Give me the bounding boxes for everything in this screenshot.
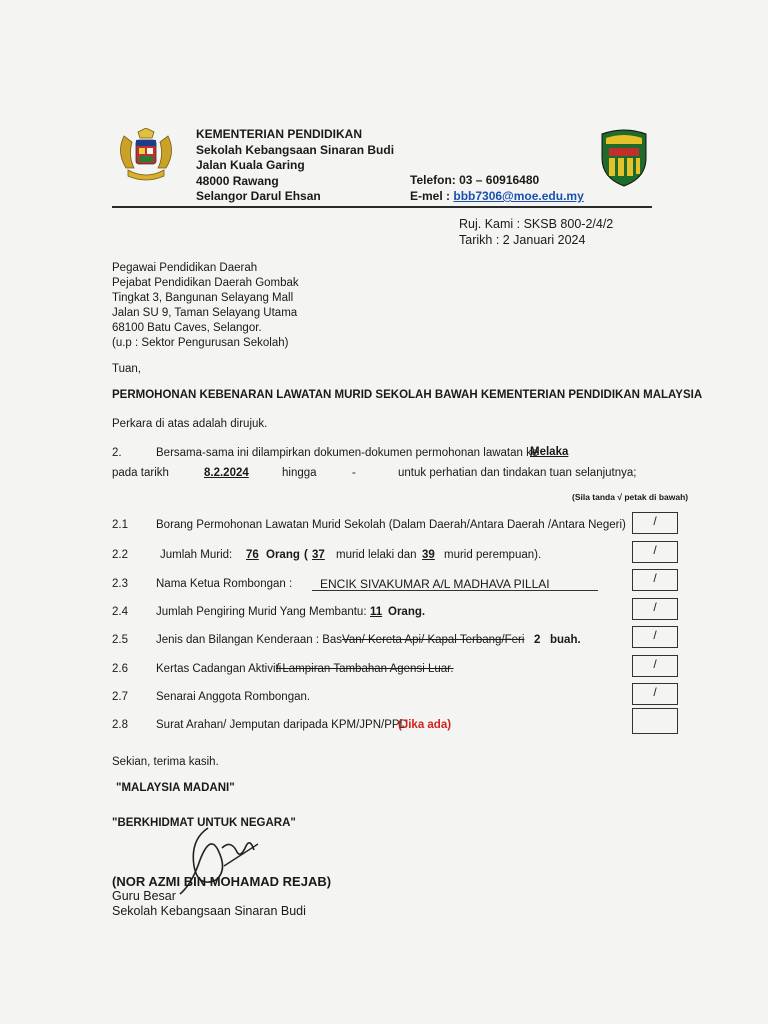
start-date-value: 8.2.2024 (204, 467, 249, 479)
vehicle-count-unit: buah. (550, 634, 581, 646)
recipient-line-5: 68100 Batu Caves, Selangor. (112, 322, 262, 334)
item-2-7-number: 2.7 (112, 691, 128, 703)
salutation: Tuan, (112, 363, 141, 375)
para-text: Bersama-sama ini dilampirkan dokumen-dokumen permohonan lawatan ke (156, 447, 539, 459)
recipient-line-1: Pegawai Pendidikan Daerah (112, 262, 258, 274)
item-2-2-checkbox[interactable] (632, 541, 678, 563)
letter-subject: PERMOHONAN KEBENARAN LAWATAN MURID SEKOLAH BAWAH KEMENTERIAN PENDIDIKAN MALAYSIA (112, 389, 703, 401)
item-2-2-number: 2.2 (112, 549, 128, 561)
phone-number: Telefon: 03 – 60916480 (410, 173, 540, 187)
item-2-8-label: Surat Arahan/ Jemputan daripada KPM/JPN/PPD. (156, 719, 412, 731)
signatory-school: Sekolah Kebangsaan Sinaran Budi (112, 904, 306, 918)
item-2-5-number: 2.5 (112, 634, 128, 646)
item-2-7-label: Senarai Anggota Rombongan. (156, 691, 311, 703)
item-2-3-checkbox[interactable] (632, 569, 678, 591)
item-2-1-label: Borang Permohonan Lawatan Murid Sekolah (Dalam Daerah/Antara Daerah /Antara Negeri) (156, 519, 626, 531)
item-2-4-tick: / (653, 600, 657, 614)
escort-count-unit: Orang. (388, 606, 426, 618)
tick-instruction: (Sila tanda √ petak di bawah) (572, 492, 689, 502)
item-2-8-checkbox[interactable] (632, 708, 678, 734)
item-2-2-tick: / (653, 543, 657, 557)
address-line-2: 48000 Rawang (196, 174, 279, 188)
item-2-3-tick: / (653, 571, 657, 585)
closing-text: Sekian, terima kasih. (112, 756, 219, 768)
recipient-line-2: Pejabat Pendidikan Daerah Gombak (112, 277, 299, 289)
item-2-1-tick: / (653, 514, 657, 528)
para-tail: untuk perhatian dan tindakan tuan selanjutnya; (398, 467, 637, 479)
struck-attachment-option: / Lampiran Tambahan Agensi Luar. (276, 663, 454, 675)
end-date-value: - (352, 467, 356, 479)
destination-value: Melaka (530, 446, 569, 458)
school-name: Sekolah Kebangsaan Sinaran Budi (196, 143, 395, 157)
item-2-4-checkbox[interactable] (632, 598, 678, 620)
vehicle-count-value: 2 (534, 634, 541, 646)
item-2-6-number: 2.6 (112, 663, 128, 675)
group-leader-value: ENCIK SIVAKUMAR A/L MADHAVA PILLAI (320, 577, 550, 591)
reference-number: Ruj. Kami : SKSB 800-2/4/2 (459, 217, 614, 231)
female-students-label: murid perempuan). (444, 549, 542, 561)
item-2-5-label: Jenis dan Bilangan Kenderaan : Bas (156, 634, 343, 646)
item-2-8-note: (Jika ada) (398, 719, 452, 731)
para-number: 2. (112, 447, 122, 459)
recipient-line-3: Tingkat 3, Bangunan Selayang Mall (112, 292, 294, 304)
item-2-7-tick: / (653, 685, 657, 699)
email-label: E-mel : (410, 189, 451, 203)
item-2-4-number: 2.4 (112, 606, 128, 618)
school-crest-logo (594, 128, 654, 188)
item-2-6-checkbox[interactable] (632, 655, 678, 677)
email-row (410, 188, 584, 204)
item-2-5-tick: / (653, 628, 657, 642)
struck-vehicle-options: Van/ Kereta Api/ Kapal Terbang/Feri (342, 634, 525, 646)
slogan-berkhidmat: "BERKHIDMAT UNTUK NEGARA" (112, 817, 296, 829)
open-paren: ( (304, 549, 308, 561)
signatory-name: (NOR AZMI BIN MOHAMAD REJAB) (112, 874, 332, 889)
total-students-unit: Orang (266, 549, 300, 561)
item-2-4-label: Jumlah Pengiring Murid Yang Membantu: (156, 606, 367, 618)
signatory-title: Guru Besar (112, 889, 176, 903)
reference-line: Perkara di atas adalah dirujuk. (112, 418, 268, 430)
until-label: hingga (282, 467, 317, 479)
coat-of-arms-logo (112, 128, 180, 186)
item-2-5-checkbox[interactable] (632, 626, 678, 648)
email-link[interactable]: bbb7306@moe.edu.my (453, 189, 584, 203)
ministry-name: KEMENTERIAN PENDIDIKAN (196, 127, 363, 141)
address-line-1: Jalan Kuala Garing (196, 158, 305, 172)
male-students-value: 37 (312, 549, 325, 561)
escort-count-value: 11 (370, 606, 383, 618)
address-line-3: Selangor Darul Ehsan (196, 189, 321, 203)
item-2-2-label: Jumlah Murid: (160, 549, 233, 561)
letter-date: Tarikh : 2 Januari 2024 (459, 233, 586, 247)
item-2-3-label: Nama Ketua Rombongan : (156, 578, 293, 590)
item-2-1-checkbox[interactable] (632, 512, 678, 534)
item-2-1-number: 2.1 (112, 519, 128, 531)
item-2-3-number: 2.3 (112, 578, 128, 590)
slogan-madani: "MALAYSIA MADANI" (116, 782, 235, 794)
female-students-value: 39 (422, 549, 435, 561)
item-2-7-checkbox[interactable] (632, 683, 678, 705)
group-leader-underline (312, 590, 598, 591)
header-divider (112, 206, 652, 208)
total-students-value: 76 (246, 549, 259, 561)
recipient-line-4: Jalan SU 9, Taman Selayang Utama (112, 307, 298, 319)
item-2-6-tick: / (653, 657, 657, 671)
male-students-label: murid lelaki dan (336, 549, 417, 561)
item-2-8-number: 2.8 (112, 719, 128, 731)
date-prefix: pada tarikh (112, 467, 169, 479)
item-2-6-label: Kertas Cadangan Aktiviti (156, 663, 282, 675)
recipient-line-6: (u.p : Sektor Pengurusan Sekolah) (112, 337, 289, 349)
